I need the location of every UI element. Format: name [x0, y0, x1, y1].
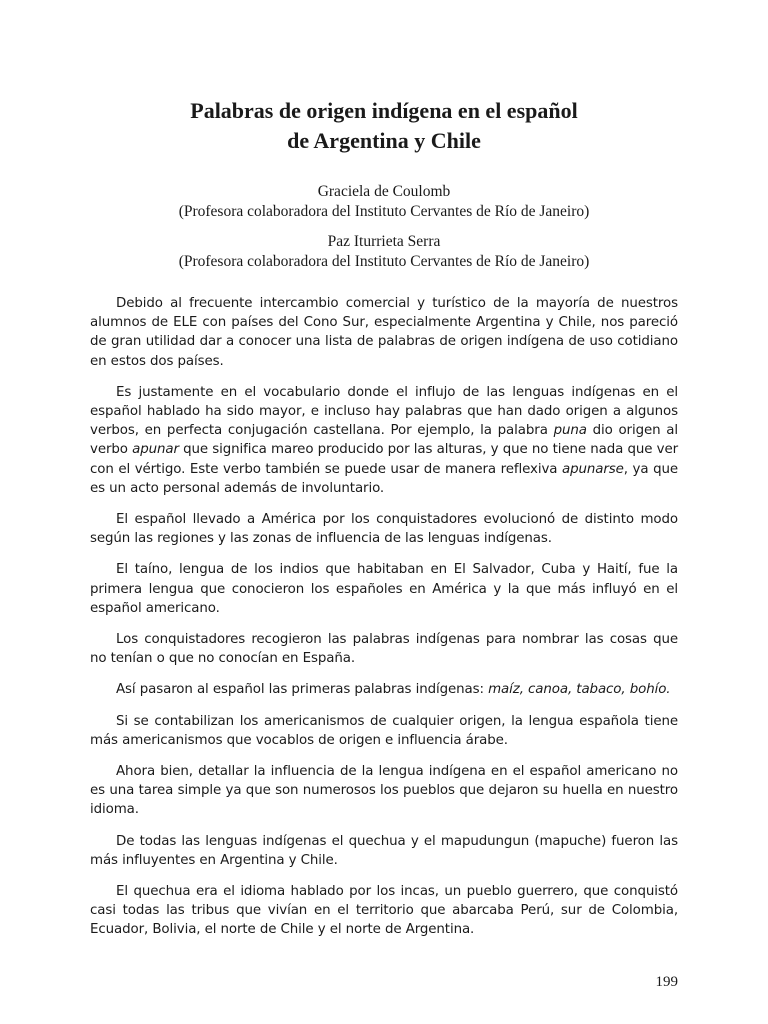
- italic-word-list: maíz, canoa, tabaco, bohío.: [488, 682, 671, 698]
- article-body: [90, 294, 678, 940]
- text-run: Así pasaron al español las primeras palabras indígenas:: [116, 682, 489, 698]
- document-page: [90, 96, 678, 952]
- text-run: dio origen al verbo: [90, 423, 678, 458]
- italic-term-puna: puna: [553, 423, 587, 439]
- paragraph-6: [90, 680, 678, 699]
- paragraph-5: Los conquistadores recogieron las palabras indígenas para nombrar las cosas que no tenían o que no conocían en España.: [90, 632, 678, 667]
- paragraph-7: Si se contabilizan los americanismos de cualquier origen, la lengua española tiene más americanismos que vocablos de origen e influencia árabe.: [90, 713, 678, 748]
- paragraph-3: El español llevado a América por los conquistadores evolucionó de distinto modo según las regiones y las zonas de influencia de las lenguas indígenas.: [90, 512, 678, 547]
- title-line-1: Palabras de origen indígena en el español: [190, 98, 578, 123]
- paragraph-2: [90, 383, 678, 498]
- paragraph-8: Ahora bien, detallar la influencia de la lengua indígena en el español americano no es una tarea simple ya que son numerosos los pueblos que dejaron su huella en nuestro idioma.: [90, 764, 678, 818]
- page-number: 199: [655, 974, 678, 990]
- paragraph-9: De todas las lenguas indígenas el quechua y el mapudungun (mapuche) fueron las más influyentes en Argentina y Chile.: [90, 833, 678, 868]
- title-line-2: de Argentina y Chile: [287, 128, 481, 153]
- italic-term-apunarse: apunarse: [561, 461, 624, 477]
- author-2: [90, 232, 678, 272]
- author-name: Graciela de Coulomb: [317, 183, 451, 200]
- author-affiliation: (Profesora colaboradora del Instituto Cervantes de Río de Janeiro): [178, 203, 590, 220]
- authors-block: [90, 182, 678, 272]
- author-affiliation: (Profesora colaboradora del Instituto Cervantes de Río de Janeiro): [178, 253, 590, 270]
- paragraph-10: El quechua era el idioma hablado por los incas, un pueblo guerrero, que conquistó casi todas las tribus que vivían en el territorio que abarcaba Perú, sur de Colombia, Ecuador, Bolivia, el norte de Chile y el norte de Argentina.: [90, 884, 678, 938]
- author-1: [90, 182, 678, 222]
- italic-term-apunar: apunar: [132, 442, 179, 458]
- article-title: [90, 96, 678, 156]
- paragraph-4: El taíno, lengua de los indios que habitaban en El Salvador, Cuba y Haití, fue la primera lengua que conocieron los españoles en América y la que más influyó en el español americano.: [90, 562, 678, 616]
- text-run: que significa mareo producido por las alturas, y que no tiene nada que ver con el vértigo. Este verbo también se puede usar de manera reflexiva: [90, 442, 678, 477]
- text-run: , ya que es un acto personal además de involuntario.: [90, 461, 679, 496]
- paragraph-1: Debido al frecuente intercambio comercial y turístico de la mayoría de nuestros alumnos de ELE con países del Cono Sur, especialmente Argentina y Chile, nos pareció de gran utilidad dar a conocer una lista de palabras de origen indígena de uso cotidiano en estos dos países.: [90, 296, 678, 369]
- author-name: Paz Iturrieta Serra: [327, 233, 441, 250]
- text-run: Es justamente en el vocabulario donde el influjo de las lenguas indígenas en el español hablado ha sido mayor, e incluso hay palabras que han dado origen a algunos verbos, en perfecta conjugación castellana. Por ejemplo, la palabra: [90, 384, 678, 439]
